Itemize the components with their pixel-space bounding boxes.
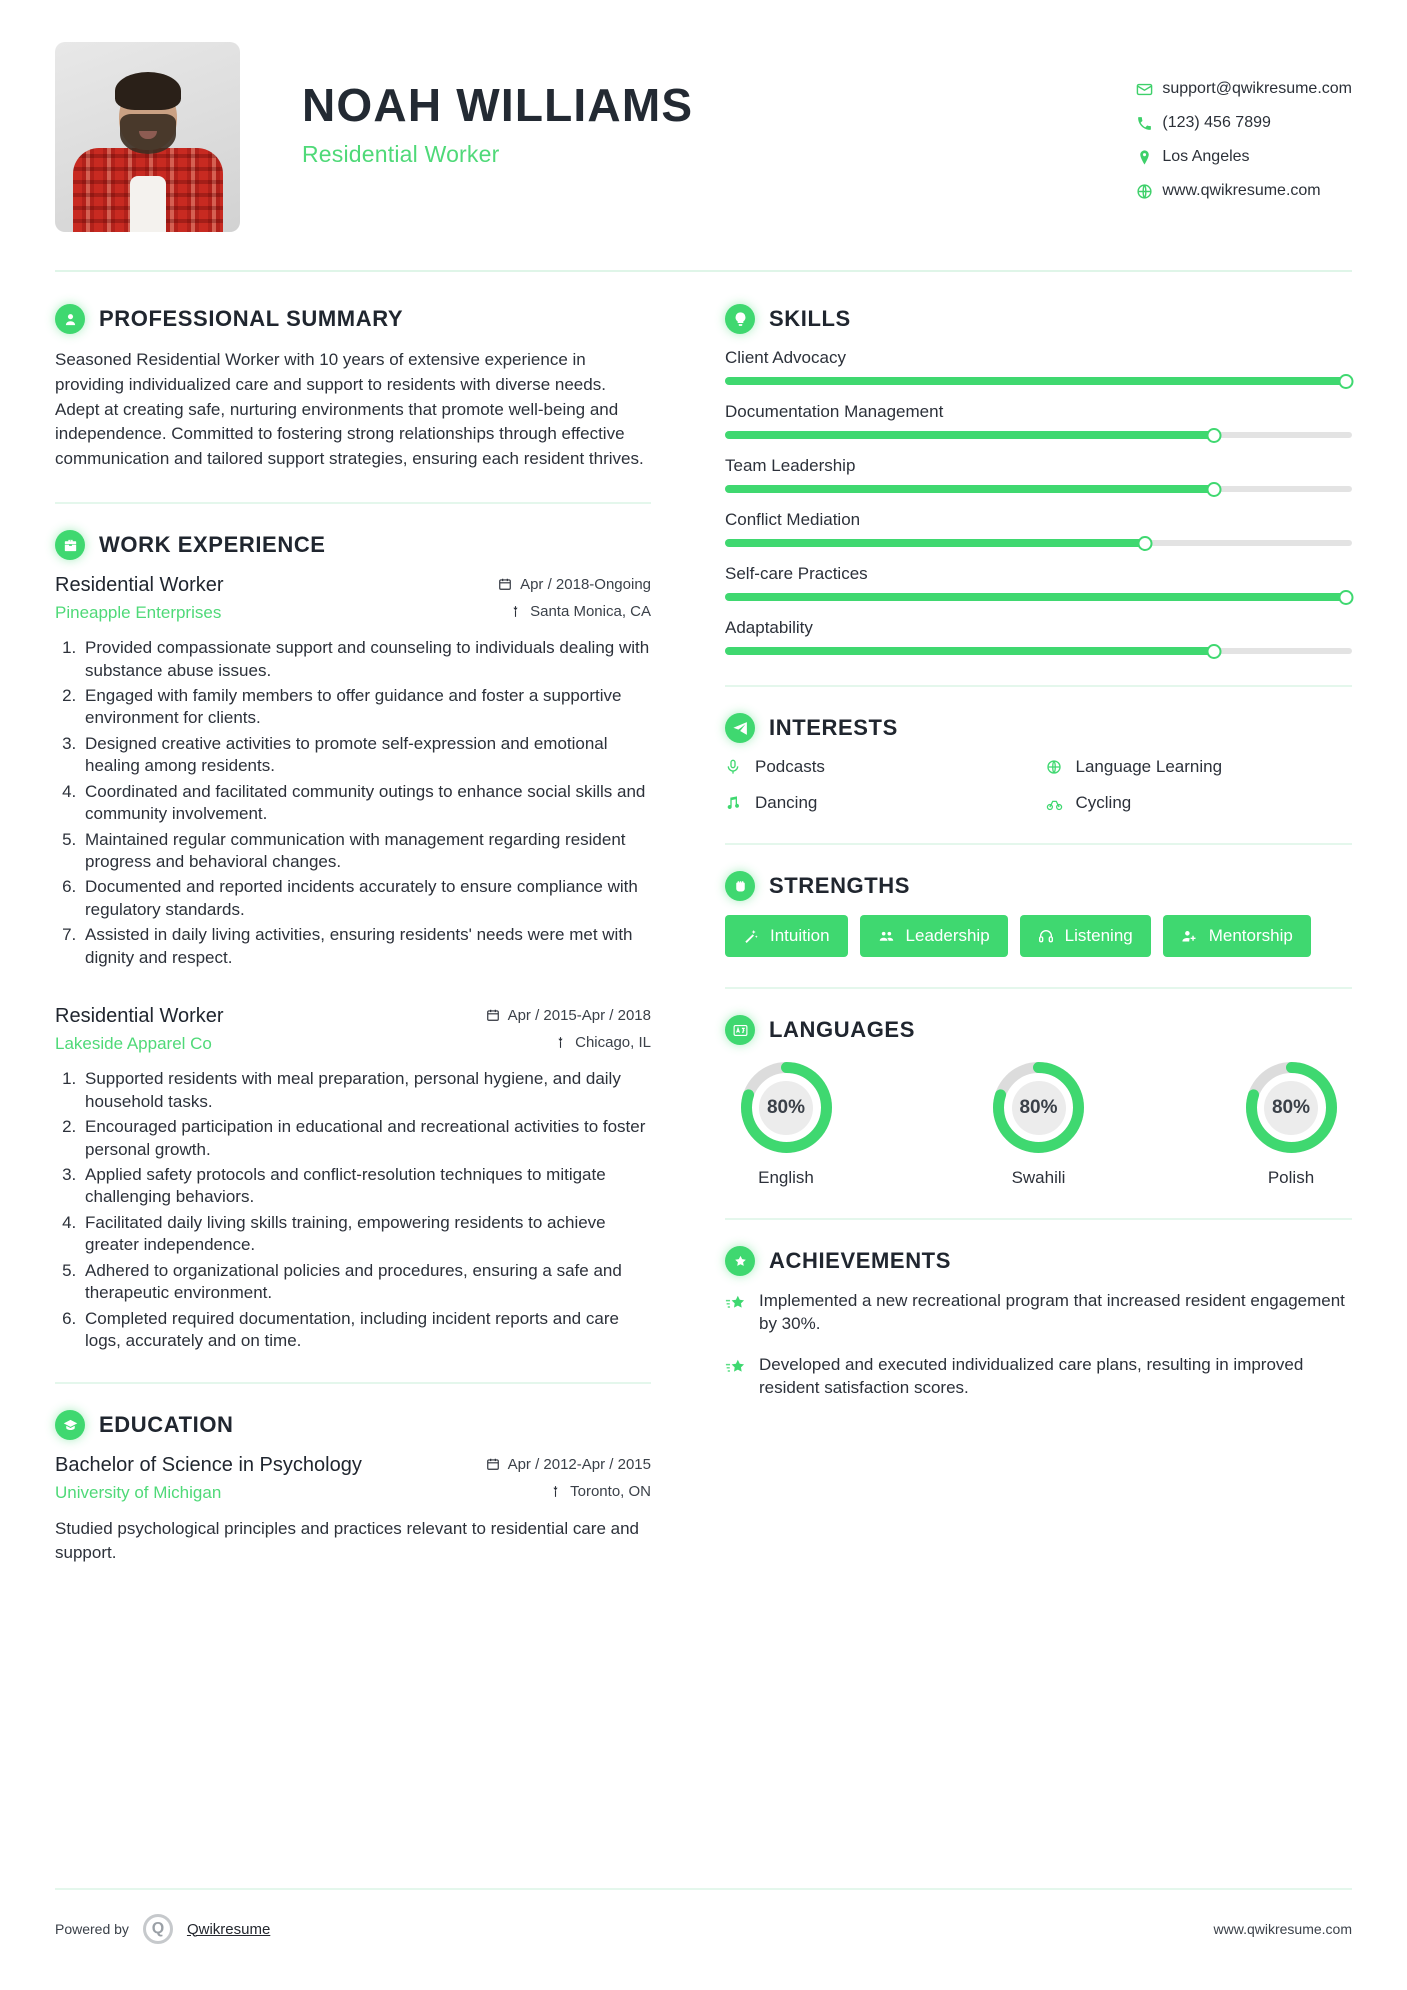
job-dates [498, 576, 651, 593]
lightbulb-icon [725, 304, 755, 334]
job-dates-text: Apr / 2015-Apr / 2018 [507, 1006, 651, 1024]
skill-bar[interactable] [725, 485, 1352, 493]
job-company: Lakeside Apparel Co [55, 1034, 212, 1054]
strength-label: Intuition [770, 926, 830, 945]
language-donut [990, 1059, 1087, 1156]
interests-list [725, 757, 1352, 813]
divider [725, 987, 1352, 989]
interest-label: Cycling [1075, 793, 1132, 812]
calendar-icon [486, 1457, 500, 1471]
language-name: English [758, 1168, 814, 1187]
list-item: 2. Encouraged participation in educational and recreational activities to foster personal growth. [81, 1116, 651, 1161]
section-skills-header [725, 304, 1352, 334]
graduation-cap-icon [55, 1410, 85, 1440]
interest-item [725, 793, 1032, 813]
powered-by-label: Powered by [55, 1921, 129, 1937]
strength-badge [1163, 915, 1311, 957]
skill-row [725, 564, 1352, 601]
section-title: SKILLS [769, 306, 851, 331]
people-group-icon [878, 928, 895, 945]
achievement-text: Implemented a new recreational program that increased resident engagement by 30%. [759, 1291, 1345, 1333]
achievement-text: Developed and executed individualized care plans, resulting in improved resident satisfaction scores. [759, 1354, 1304, 1397]
language-donut [1243, 1059, 1340, 1156]
contact-website-text: www.qwikresume.com [1162, 182, 1321, 199]
skill-row [725, 402, 1352, 439]
bicycle-icon [1046, 795, 1076, 812]
skills-list [725, 348, 1352, 655]
skill-bar-knob [1339, 374, 1354, 389]
education-dates [486, 1456, 651, 1473]
skill-row [725, 348, 1352, 385]
calendar-icon [486, 1008, 500, 1022]
skill-bar-fill [725, 431, 1214, 439]
person-icon [55, 304, 85, 334]
phone-icon [1136, 115, 1162, 132]
strength-badge [860, 915, 1008, 957]
contact-location-text: Los Angeles [1162, 148, 1250, 165]
degree-title: Bachelor of Science in Psychology [55, 1454, 362, 1477]
section-title: WORK EXPERIENCE [99, 532, 326, 558]
skill-bar-fill [725, 593, 1352, 601]
contact-website[interactable] [1136, 182, 1352, 200]
list-item: 5. Adhered to organizational policies and procedures, ensuring a safe and therapeutic environment. [81, 1260, 651, 1305]
skill-bar[interactable] [725, 431, 1352, 439]
contact-location [1136, 148, 1352, 166]
job-location-text: Chicago, IL [575, 1034, 651, 1052]
translate-icon [725, 1015, 755, 1045]
qwikresume-link[interactable]: Qwikresume [186, 1920, 271, 1938]
job-dates [486, 1007, 651, 1024]
job-location [554, 1034, 651, 1051]
job-bullets [81, 637, 651, 969]
briefcase-icon [55, 530, 85, 560]
section-education-header [55, 1410, 651, 1440]
skill-bar-fill [725, 377, 1352, 385]
map-pin-icon [509, 605, 522, 618]
award-star-icon [725, 1246, 755, 1276]
name-block [302, 42, 693, 168]
section-title: EDUCATION [99, 1412, 234, 1438]
divider [55, 1382, 651, 1384]
skill-bar-fill [725, 539, 1145, 547]
list-item: 1. Supported residents with meal preparation, personal hygiene, and daily household tasks. [81, 1068, 651, 1113]
education-entry [55, 1454, 651, 1565]
map-pin-icon [554, 1036, 567, 1049]
contact-phone[interactable] [1136, 114, 1352, 132]
strength-label: Mentorship [1208, 926, 1293, 945]
divider [725, 843, 1352, 845]
section-title: ACHIEVEMENTS [769, 1248, 951, 1273]
paper-plane-icon [725, 713, 755, 743]
map-pin-icon [549, 1485, 562, 1498]
list-item: 5. Maintained regular communication with management regarding resident progress and behavioral changes. [81, 829, 651, 874]
email-icon [1136, 81, 1162, 98]
skill-label: Documentation Management [725, 402, 944, 421]
skill-bar-knob [1339, 590, 1354, 605]
job-location-text: Santa Monica, CA [530, 603, 651, 621]
section-achievements-header [725, 1246, 1352, 1276]
list-item: 6. Completed required documentation, including incident reports and care logs, accurately and on time. [81, 1308, 651, 1353]
magic-wand-icon [743, 928, 759, 944]
calendar-icon [498, 577, 512, 591]
languages-list [725, 1059, 1352, 1188]
list-item: 1. Provided compassionate support and counseling to individuals dealing with substance abuse issues. [81, 637, 651, 682]
skill-bar[interactable] [725, 647, 1352, 655]
education-dates-text: Apr / 2012-Apr / 2015 [507, 1455, 651, 1473]
skill-bar-knob [1207, 644, 1222, 659]
language-donut [738, 1059, 835, 1156]
skill-bar[interactable] [725, 377, 1352, 385]
strengths-list [725, 915, 1352, 957]
skill-label: Adaptability [725, 618, 813, 637]
skill-row [725, 618, 1352, 655]
work-entry [55, 574, 651, 969]
contact-list [1136, 42, 1352, 200]
resume-body [55, 272, 1352, 1571]
section-title: PROFESSIONAL SUMMARY [99, 306, 404, 331]
school-name: University of Michigan [55, 1483, 222, 1503]
job-title: Residential Worker [55, 574, 224, 597]
interest-label: Podcasts [755, 757, 825, 776]
interest-label: Dancing [755, 793, 818, 812]
profile-photo [55, 42, 240, 232]
qwikresume-logo-icon: Q [143, 1914, 173, 1944]
contact-email[interactable] [1136, 80, 1352, 98]
language-percent: 80% [766, 1096, 806, 1118]
language-name: Polish [1267, 1168, 1315, 1187]
interest-label: Language Learning [1075, 757, 1223, 776]
education-location [549, 1483, 651, 1500]
skill-row [725, 510, 1352, 547]
skill-label: Conflict Mediation [725, 510, 861, 529]
contact-phone-text: (123) 456 7899 [1162, 114, 1271, 131]
strength-badge [1020, 915, 1151, 957]
interest-item [725, 757, 1032, 777]
education-description: Studied psychological principles and practices relevant to residential care and support. [55, 1519, 640, 1563]
star-icon [725, 1354, 759, 1400]
section-interests-header [725, 713, 1352, 743]
skill-bar[interactable] [725, 593, 1352, 601]
fist-icon [725, 871, 755, 901]
list-item: 3. Designed creative activities to promote self-expression and emotional healing among residents. [81, 733, 651, 778]
globe-icon [1046, 759, 1076, 775]
user-plus-icon [1181, 928, 1198, 945]
skill-label: Team Leadership [725, 456, 856, 475]
skill-label: Client Advocacy [725, 348, 846, 367]
language-percent: 80% [1019, 1096, 1058, 1118]
list-item: 6. Documented and reported incidents accurately to ensure compliance with regulatory standards. [81, 876, 651, 921]
interest-item [1046, 793, 1353, 813]
globe-icon [1136, 183, 1162, 200]
job-bullets [81, 1068, 651, 1352]
divider [725, 685, 1352, 687]
list-item: 3. Applied safety protocols and conflict-resolution techniques to mitigate challenging behaviors. [81, 1164, 651, 1209]
skill-bar-knob [1138, 536, 1153, 551]
section-title: LANGUAGES [769, 1017, 915, 1042]
microphone-icon [725, 759, 755, 775]
list-item: 7. Assisted in daily living activities, ensuring residents' needs were met with dignity and respect. [81, 924, 651, 969]
language-item [984, 1059, 1094, 1188]
interest-item [1046, 757, 1353, 777]
language-item [1236, 1059, 1346, 1188]
divider [725, 1218, 1352, 1220]
left-column [55, 272, 673, 1571]
skill-bar-fill [725, 647, 1214, 655]
achievement-item [725, 1290, 1352, 1336]
candidate-name: NOAH WILLIAMS [302, 79, 694, 131]
candidate-role: Residential Worker [302, 140, 500, 167]
strength-label: Listening [1064, 926, 1133, 945]
section-title: STRENGTHS [769, 873, 911, 898]
language-percent: 80% [1271, 1096, 1311, 1118]
skill-label: Self-care Practices [725, 564, 868, 583]
skill-bar-knob [1207, 428, 1222, 443]
contact-email-text: support@qwikresume.com [1162, 80, 1352, 97]
headphones-icon [1038, 928, 1054, 944]
footer-website: www.qwikresume.com [1213, 1921, 1352, 1937]
star-icon [725, 1290, 759, 1336]
section-title: INTERESTS [769, 715, 898, 740]
skill-row [725, 456, 1352, 493]
section-strengths-header [725, 871, 1352, 901]
skill-bar[interactable] [725, 539, 1352, 547]
work-entry [55, 1005, 651, 1352]
divider [55, 502, 651, 504]
page-footer [55, 1888, 1352, 1944]
achievements-list [725, 1290, 1352, 1400]
skill-bar-fill [725, 485, 1214, 493]
location-pin-icon [1136, 149, 1162, 166]
section-languages-header [725, 1015, 1352, 1045]
achievement-item [725, 1354, 1352, 1400]
music-note-icon [725, 795, 755, 811]
section-work-experience-header [55, 530, 651, 560]
list-item: 4. Facilitated daily living skills training, empowering residents to achieve greater independence. [81, 1212, 651, 1257]
summary-text: Seasoned Residential Worker with 10 years of extensive experience in providing individualized care and support to residents with diverse needs. Adept at creating safe, nurturing environments that promote well-being and independence. Committed to fostering strong relationships through effective communication and tailored support strategies, ensuring each resident thrives. [55, 350, 644, 469]
strength-badge [725, 915, 848, 957]
divider [55, 1888, 1352, 1890]
job-dates-text: Apr / 2018-Ongoing [520, 575, 651, 593]
language-name: Swahili [1011, 1168, 1066, 1187]
job-company: Pineapple Enterprises [55, 603, 222, 623]
education-location-text: Toronto, ON [570, 1483, 651, 1501]
skill-bar-knob [1207, 482, 1222, 497]
right-column [673, 272, 1352, 1571]
section-professional-summary-header [55, 304, 651, 334]
list-item: 2. Engaged with family members to offer guidance and foster a supportive environment for clients. [81, 685, 651, 730]
job-location [509, 603, 651, 620]
language-item [731, 1059, 841, 1188]
list-item: 4. Coordinated and facilitated community outings to enhance social skills and community involvement. [81, 781, 651, 826]
strength-label: Leadership [905, 926, 990, 945]
resume-header [55, 0, 1352, 232]
job-title: Residential Worker [55, 1005, 224, 1028]
